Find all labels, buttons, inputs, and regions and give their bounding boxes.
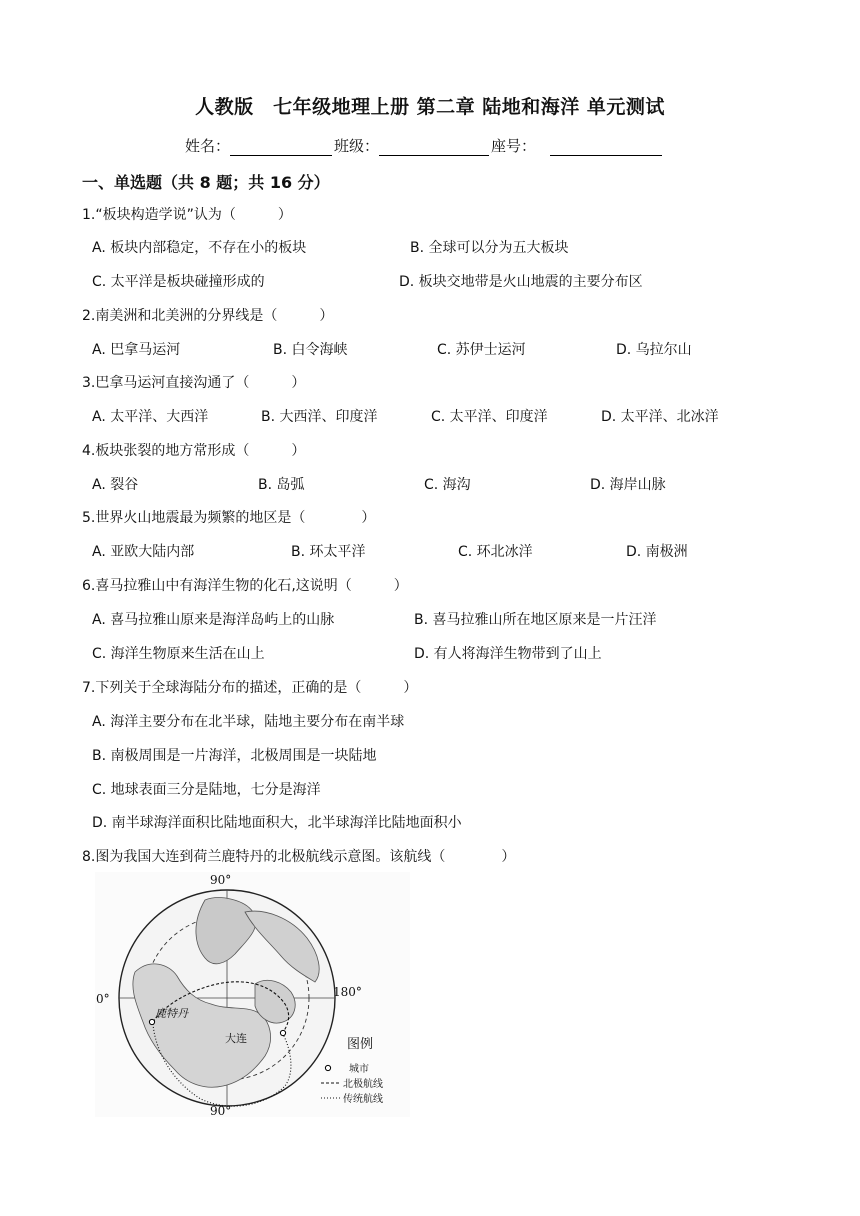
- student-info-line: [185, 135, 664, 156]
- label-left-0: 0°: [96, 992, 110, 1006]
- rotterdam-marker: [149, 1019, 154, 1024]
- city-label-rotterdam: 鹿特丹: [155, 1007, 188, 1020]
- question-3-option-b[interactable]: B. 大西洋、印度洋: [261, 409, 378, 425]
- city-label-dalian: 大连: [225, 1032, 247, 1045]
- legend-city-label: 城市: [349, 1064, 369, 1075]
- label-right-180: 180°: [333, 985, 362, 999]
- question-1-stem: 1.“板块构造学说”认为（ ）: [82, 207, 292, 223]
- class-field[interactable]: [379, 139, 489, 156]
- question-3-option-c[interactable]: C. 太平洋、印度洋: [431, 409, 548, 425]
- name-field[interactable]: [230, 139, 332, 156]
- question-3-option-d[interactable]: D. 太平洋、北冰洋: [601, 409, 719, 425]
- legend-city-icon: [325, 1065, 330, 1070]
- question-3-stem: 3.巴拿马运河直接沟通了（ ）: [82, 375, 306, 391]
- label-bottom-90: 90°: [210, 1104, 232, 1117]
- question-1-option-c[interactable]: C. 太平洋是板块碰撞形成的: [92, 274, 265, 290]
- question-7-stem: 7.下列关于全球海陆分布的描述，正确的是（ ）: [82, 680, 418, 696]
- question-3-option-a[interactable]: A. 太平洋、大西洋: [92, 409, 209, 425]
- question-6-stem: 6.喜马拉雅山中有海洋生物的化石,这说明（ ）: [82, 578, 408, 594]
- name-label: 姓名：: [185, 137, 231, 155]
- section-title: 一、单选题（共 8 题；共 16 分）: [82, 173, 330, 192]
- label-top-90: 90°: [210, 873, 232, 887]
- question-6-option-d[interactable]: D. 有人将海洋生物带到了山上: [414, 646, 602, 662]
- question-1-option-d[interactable]: D. 板块交地带是火山地震的主要分布区: [399, 274, 643, 290]
- dalian-marker: [280, 1030, 285, 1035]
- question-2-stem: 2.南美洲和北美洲的分界线是（ ）: [82, 308, 334, 324]
- question-1-option-b[interactable]: B. 全球可以分为五大板块: [410, 240, 569, 256]
- question-4-option-c[interactable]: C. 海沟: [424, 477, 471, 493]
- class-label: 班级：: [334, 137, 380, 155]
- legend-arctic-label: 北极航线: [343, 1079, 383, 1090]
- legend-traditional-label: 传统航线: [343, 1094, 383, 1105]
- legend-title: 图例: [347, 1037, 374, 1052]
- question-5-option-a[interactable]: A. 亚欧大陆内部: [92, 544, 195, 560]
- polar-projection-figure: [95, 872, 410, 1117]
- question-5-option-b[interactable]: B. 环太平洋: [291, 544, 366, 560]
- question-2-option-a[interactable]: A. 巴拿马运河: [92, 342, 181, 358]
- question-5-stem: 5.世界火山地震最为频繁的地区是（ ）: [82, 510, 376, 526]
- question-2-option-b[interactable]: B. 白令海峡: [273, 342, 348, 358]
- question-7-option-c[interactable]: C. 地球表面三分是陆地，七分是海洋: [92, 782, 321, 798]
- seat-label: 座号：: [491, 137, 537, 155]
- question-6-option-a[interactable]: A. 喜马拉雅山原来是海洋岛屿上的山脉: [92, 612, 335, 628]
- question-4-option-a[interactable]: A. 裂谷: [92, 477, 139, 493]
- question-2-option-c[interactable]: C. 苏伊士运河: [437, 342, 526, 358]
- question-2-option-d[interactable]: D. 乌拉尔山: [616, 342, 692, 358]
- arctic-route-map: [95, 872, 410, 1117]
- question-7-option-d[interactable]: D. 南半球海洋面积比陆地面积大，北半球海洋比陆地面积小: [92, 815, 462, 831]
- question-4-stem: 4.板块张裂的地方常形成（ ）: [82, 443, 306, 459]
- question-4-option-d[interactable]: D. 海岸山脉: [590, 477, 666, 493]
- question-7-option-b[interactable]: B. 南极周围是一片海洋，北极周围是一块陆地: [92, 748, 377, 764]
- question-4-option-b[interactable]: B. 岛弧: [258, 477, 305, 493]
- question-1-option-a[interactable]: A. 板块内部稳定，不存在小的板块: [92, 240, 307, 256]
- question-5-option-d[interactable]: D. 南极洲: [626, 544, 688, 560]
- question-6-option-c[interactable]: C. 海洋生物原来生活在山上: [92, 646, 265, 662]
- question-7-option-a[interactable]: A. 海洋主要分布在北半球，陆地主要分布在南半球: [92, 714, 405, 730]
- question-6-option-b[interactable]: B. 喜马拉雅山所在地区原来是一片汪洋: [414, 612, 657, 628]
- seat-field[interactable]: [550, 139, 662, 156]
- question-5-option-c[interactable]: C. 环北冰洋: [458, 544, 533, 560]
- page-title: 人教版 七年级地理上册 第二章 陆地和海洋 单元测试: [195, 96, 665, 118]
- question-8-stem: 8.图为我国大连到荷兰鹿特丹的北极航线示意图。该航线（ ）: [82, 849, 516, 865]
